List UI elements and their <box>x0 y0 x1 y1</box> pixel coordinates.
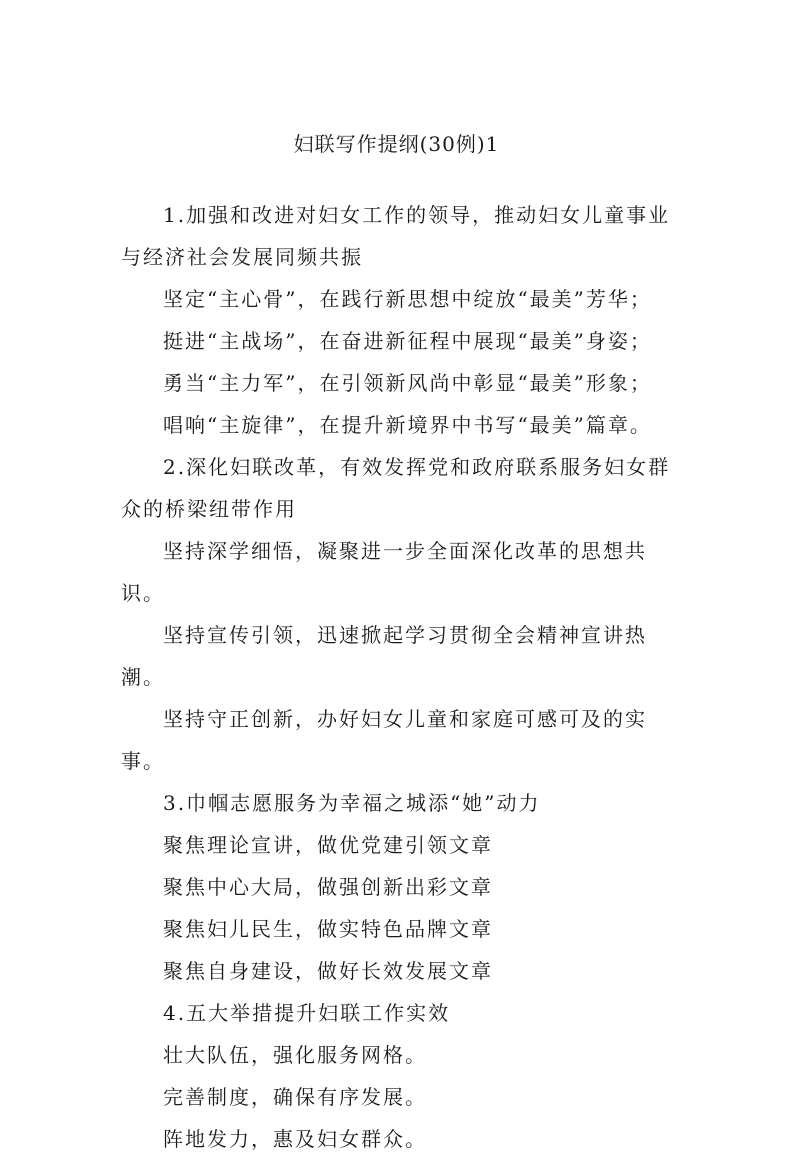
paragraph: 完善制度，确保有序发展。 <box>163 1085 427 1109</box>
paragraph-heading-2: 2.深化妇联改革，有效发挥党和政府联系服务妇女群众的桥梁纽带作用 <box>121 455 671 521</box>
paragraph: 聚焦理论宣讲，做优党建引领文章 <box>163 833 493 857</box>
paragraph: 坚持深学细悟，凝聚进一步全面深化改革的思想共识。 <box>121 539 647 605</box>
paragraph: 勇当“主力军”，在引领新风尚中彰显“最美”形象； <box>163 371 652 395</box>
paragraph-heading-3: 3.巾帼志愿服务为幸福之城添“她”动力 <box>163 791 541 815</box>
paragraph: 壮大队伍，强化服务网格。 <box>163 1043 427 1067</box>
paragraph: 坚定“主心骨”，在践行新思想中绽放“最美”芳华； <box>163 287 652 311</box>
paragraph-heading-1: 1.加强和改进对妇女工作的领导，推动妇女儿童事业与经济社会发展同频共振 <box>121 203 671 269</box>
paragraph: 聚焦妇儿民生，做实特色品牌文章 <box>163 917 493 941</box>
paragraph: 唱响“主旋律”，在提升新境界中书写“最美”篇章。 <box>163 413 652 437</box>
document-body <box>121 194 681 1160</box>
paragraph: 聚焦中心大局，做强创新出彩文章 <box>163 875 493 899</box>
paragraph: 聚焦自身建设，做好长效发展文章 <box>163 959 493 983</box>
document-title: 妇联写作提纲(30例)1 <box>293 132 500 156</box>
paragraph: 坚持守正创新，办好妇女儿童和家庭可感可及的实事。 <box>121 707 647 773</box>
paragraph: 坚持宣传引领，迅速掀起学习贯彻全会精神宣讲热潮。 <box>121 623 647 689</box>
paragraph: 阵地发力，惠及妇女群众。 <box>163 1127 427 1151</box>
paragraph: 挺进“主战场”，在奋进新征程中展现“最美”身姿； <box>163 329 652 353</box>
paragraph-heading-4: 4.五大举措提升妇联工作实效 <box>163 1001 451 1025</box>
